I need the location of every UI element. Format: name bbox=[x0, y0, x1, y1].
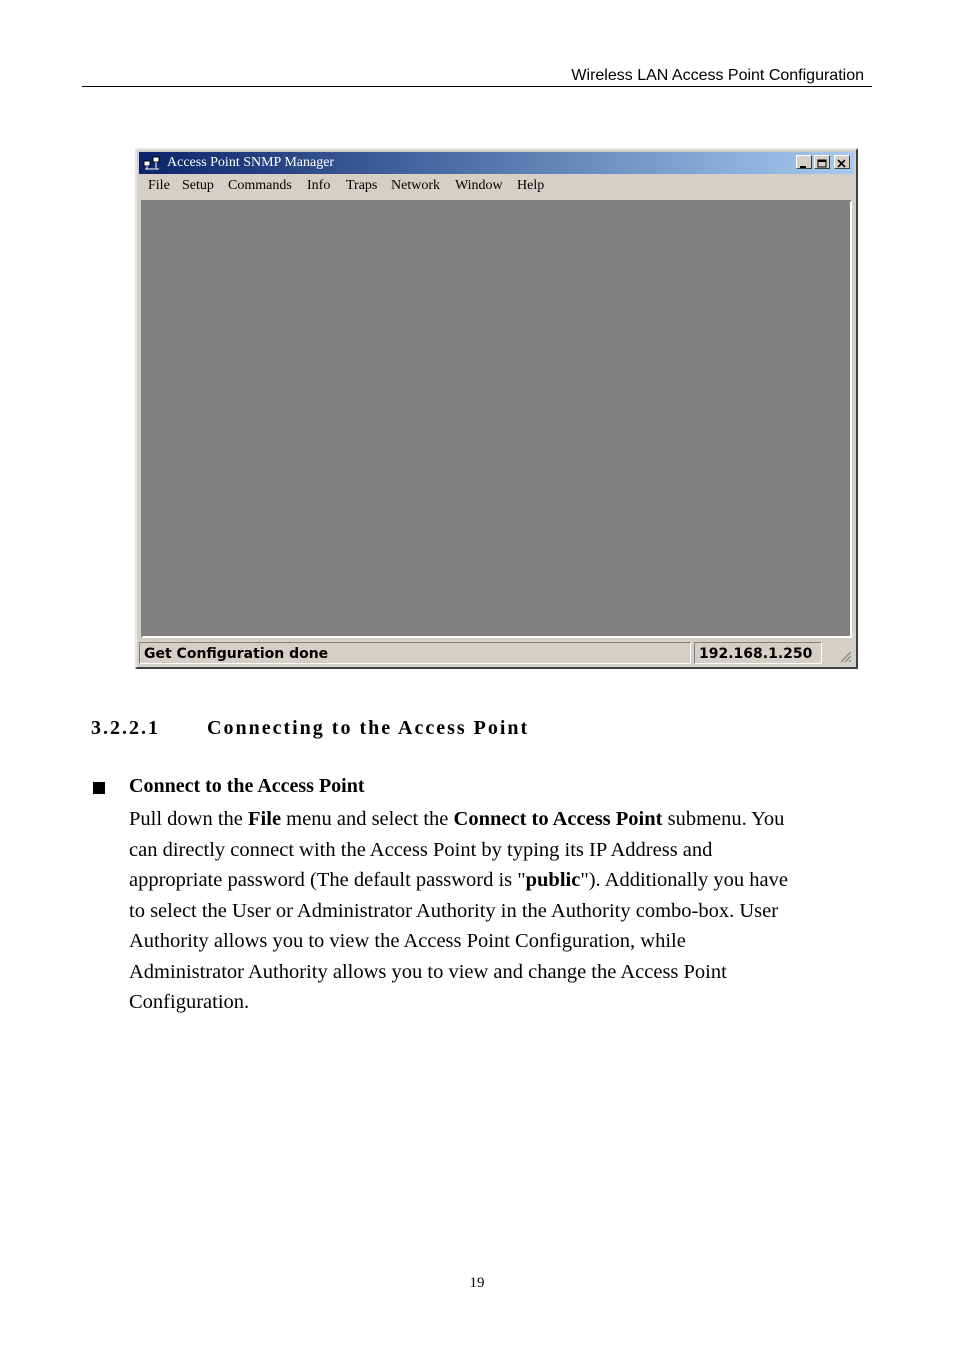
status-message: Get Configuration done bbox=[139, 642, 691, 664]
paragraph-line: Configuration. bbox=[129, 991, 250, 1013]
paragraph-line: appropriate password (The default password is "public"). Additionally you have bbox=[129, 869, 788, 891]
close-icon bbox=[835, 158, 849, 170]
paragraph-line: Administrator Authority allows you to view and change the Access Point bbox=[129, 960, 727, 983]
menu-window[interactable]: Window bbox=[455, 178, 503, 193]
menu-file[interactable]: File bbox=[148, 178, 170, 193]
minimize-icon bbox=[797, 158, 811, 170]
minimize-button[interactable] bbox=[796, 155, 812, 169]
window-title: Access Point SNMP Manager bbox=[167, 155, 335, 170]
menu-info[interactable]: Info bbox=[307, 178, 331, 193]
status-bar bbox=[139, 641, 854, 665]
mdi-client-area[interactable] bbox=[141, 200, 852, 638]
resize-grip-icon[interactable] bbox=[838, 649, 852, 663]
paragraph-line: Pull down the File menu and select the Connect to Access Point submenu. You bbox=[129, 808, 785, 830]
menu-bar bbox=[139, 175, 854, 197]
bullet-title: Connect to the Access Point bbox=[129, 775, 365, 797]
status-ip-address: 192.168.1.250 bbox=[694, 642, 822, 664]
paragraph-line: to select the User or Administrator Authority in the Authority combo-box. User bbox=[129, 899, 779, 922]
menu-traps[interactable]: Traps bbox=[346, 178, 378, 193]
menu-help[interactable]: Help bbox=[517, 178, 545, 193]
running-header: Wireless LAN Access Point Configuration bbox=[82, 66, 872, 87]
menu-commands[interactable]: Commands bbox=[228, 178, 292, 193]
body-paragraph bbox=[129, 804, 869, 1018]
network-computers-icon bbox=[143, 155, 161, 171]
title-bar[interactable] bbox=[139, 152, 854, 174]
maximize-icon bbox=[815, 158, 829, 170]
section-heading bbox=[91, 717, 529, 740]
section-title: Connecting to the Access Point bbox=[207, 717, 530, 739]
paragraph-line: Authority allows you to view the Access Point Configuration, while bbox=[129, 930, 686, 952]
menu-network[interactable]: Network bbox=[391, 178, 440, 193]
snmp-manager-window bbox=[135, 148, 858, 669]
page-number: 19 bbox=[469, 1275, 485, 1291]
paragraph-line: can directly connect with the Access Point by typing its IP Address and bbox=[129, 838, 713, 861]
menu-setup[interactable]: Setup bbox=[182, 178, 214, 193]
square-bullet-icon bbox=[93, 782, 105, 794]
maximize-button[interactable] bbox=[814, 155, 830, 169]
section-number: 3.2.2.1 bbox=[91, 717, 160, 739]
close-button[interactable] bbox=[834, 155, 850, 169]
